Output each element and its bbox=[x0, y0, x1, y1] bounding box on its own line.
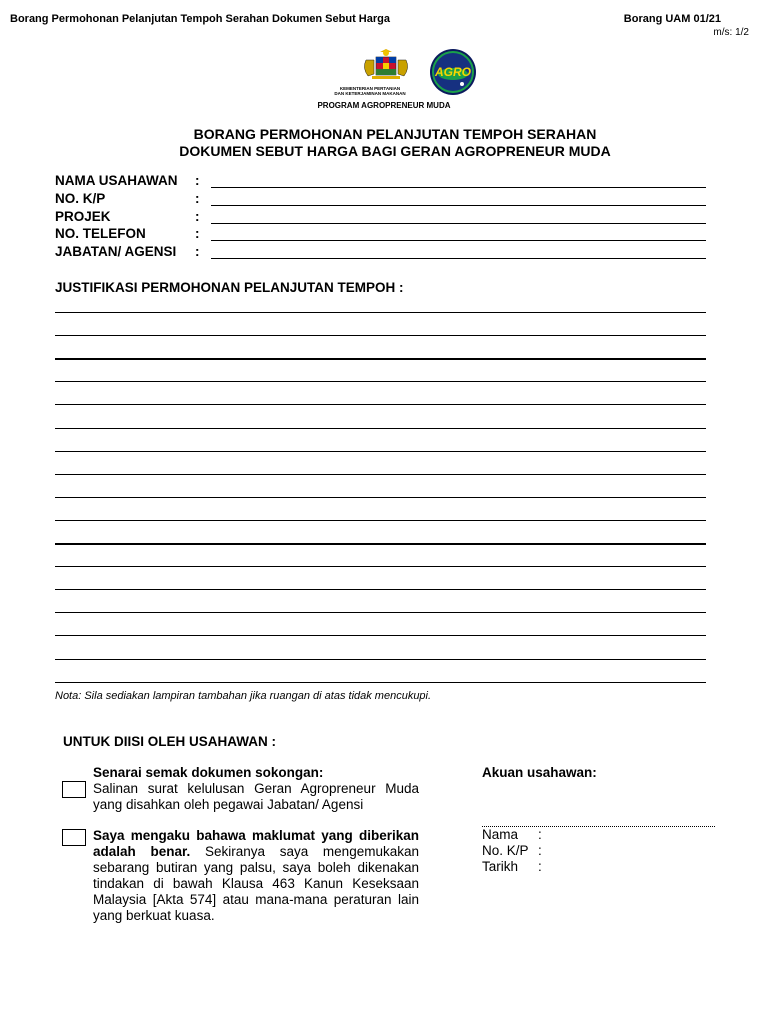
declaration-paragraph bbox=[93, 828, 419, 924]
justification-label: JUSTIFIKASI PERMOHONAN PELANJUTAN TEMPOH : bbox=[55, 280, 404, 295]
writing-line bbox=[55, 520, 706, 521]
declaration-title: Akuan usahawan: bbox=[482, 765, 597, 780]
writing-line bbox=[55, 451, 706, 452]
document-header-title: Borang Permohonan Pelanjutan Tempoh Serahan Dokumen Sebut Harga bbox=[10, 13, 390, 25]
field-colon: : bbox=[195, 173, 200, 188]
form-code: Borang UAM 01/21 bbox=[623, 13, 721, 25]
writing-line bbox=[55, 335, 706, 336]
checklist-title: Senarai semak dokumen sokongan: bbox=[93, 765, 324, 780]
field-row-projek bbox=[55, 209, 706, 227]
ic-number-input-line[interactable] bbox=[211, 205, 706, 206]
signature-colon: : bbox=[538, 827, 542, 842]
field-row-nama bbox=[55, 173, 706, 191]
signature-colon: : bbox=[538, 859, 542, 874]
field-colon: : bbox=[195, 244, 200, 260]
signature-label-tarikh: Tarikh bbox=[482, 859, 519, 874]
form-title-line2: DOKUMEN SEBUT HARGA BAGI GERAN AGROPRENEUR MUDA bbox=[179, 143, 611, 159]
field-colon: : bbox=[195, 190, 200, 206]
ministry-line2: DAN KETERJAMINAN MAKANAN bbox=[334, 91, 406, 96]
writing-line bbox=[55, 612, 706, 613]
checklist-checkbox[interactable] bbox=[62, 781, 86, 798]
name-input-line[interactable] bbox=[211, 187, 706, 188]
ministry-name bbox=[320, 86, 420, 96]
writing-line bbox=[55, 358, 706, 360]
signature-label-kp: No. K/P bbox=[482, 843, 529, 858]
declaration-text: Sekiranya saya mengemukakan sebarang butiran yang palsu, saya boleh dikenakan tindakan di bawah Klausa 463 Kanun Keseksaan Malaysia [Akta 574] atau mana-mana peraturan lain yang berkuat kuasa. bbox=[93, 844, 419, 923]
field-colon: : bbox=[195, 226, 200, 242]
phone-input-line[interactable] bbox=[211, 240, 706, 241]
writing-line bbox=[55, 381, 706, 382]
declaration-bold-text: Saya mengaku bahawa maklumat yang diberikan adalah benar. bbox=[93, 828, 419, 859]
writing-line bbox=[55, 543, 706, 545]
signature-label-nama: Nama bbox=[482, 827, 519, 842]
writing-line bbox=[55, 682, 706, 683]
writing-line bbox=[55, 404, 706, 405]
ministry-line1: KEMENTERIAN PERTANIAN bbox=[339, 86, 401, 91]
field-label: JABATAN/ AGENSI bbox=[55, 244, 177, 260]
field-label: NAMA USAHAWAN bbox=[55, 173, 178, 188]
project-input-line[interactable] bbox=[211, 223, 706, 224]
field-label: NO. K/P bbox=[55, 190, 106, 206]
agro-logo-text: AGRO bbox=[435, 65, 471, 79]
writing-line bbox=[55, 635, 706, 636]
writing-line bbox=[55, 428, 706, 429]
field-label: PROJEK bbox=[55, 208, 111, 224]
applicant-section-heading: UNTUK DIISI OLEH USAHAWAN : bbox=[63, 734, 277, 749]
page-number: m/s: 1/2 bbox=[713, 27, 749, 38]
declaration-checkbox[interactable] bbox=[62, 829, 86, 846]
field-row-telefon bbox=[55, 226, 706, 244]
writing-line bbox=[55, 659, 706, 660]
field-row-kp bbox=[55, 191, 706, 209]
writing-line bbox=[55, 312, 706, 313]
writing-line bbox=[55, 589, 706, 590]
program-name: PROGRAM AGROPRENEUR MUDA bbox=[317, 101, 451, 110]
checklist-text: Salinan surat kelulusan Geran Agropreneur Muda yang disahkan oleh pegawai Jabatan/ Agensi bbox=[93, 781, 419, 812]
field-label: NO. TELEFON bbox=[55, 226, 146, 242]
field-row-agensi bbox=[55, 244, 706, 262]
writing-line bbox=[55, 474, 706, 475]
agency-input-line[interactable] bbox=[211, 258, 706, 259]
writing-line bbox=[55, 497, 706, 498]
applicant-fields bbox=[55, 173, 706, 262]
note-text: Nota: Sila sediakan lampiran tambahan jika ruangan di atas tidak mencukupi. bbox=[55, 690, 432, 702]
field-colon: : bbox=[195, 208, 200, 224]
signature-colon: : bbox=[538, 843, 542, 858]
form-title-line1: BORANG PERMOHONAN PELANJUTAN TEMPOH SERAHAN bbox=[193, 126, 597, 142]
writing-line bbox=[55, 566, 706, 567]
